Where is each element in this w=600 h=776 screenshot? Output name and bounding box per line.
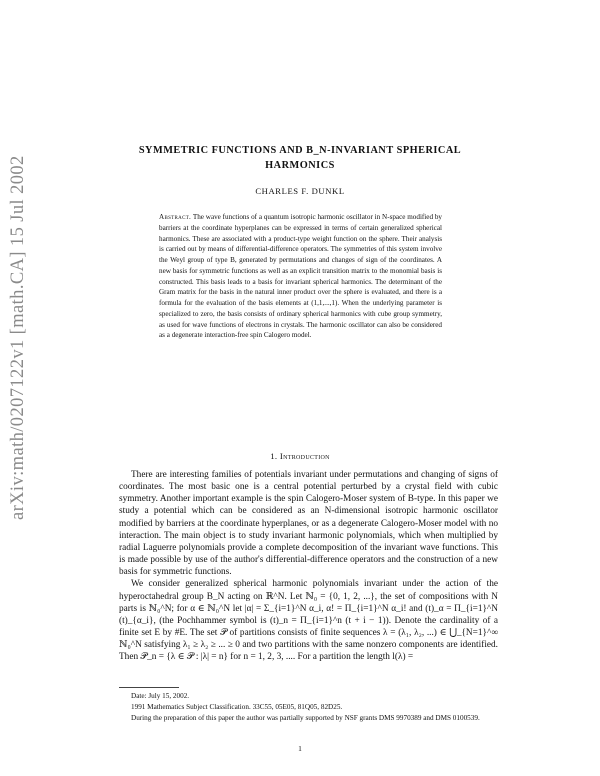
abstract bbox=[159, 212, 442, 341]
section-title: Introduction bbox=[279, 451, 330, 461]
abstract-label: Abstract. bbox=[159, 213, 192, 221]
paper-title-line-1: SYMMETRIC FUNCTIONS AND B_N-INVARIANT SPHERICAL bbox=[138, 145, 462, 156]
paper-author: CHARLES F. DUNKL bbox=[255, 186, 345, 196]
footnotes bbox=[119, 691, 498, 724]
footnote-msc: 1991 Mathematics Subject Classification. 33C55, 05E05, 81Q05, 82D25. bbox=[131, 702, 343, 711]
body-paragraph-1: There are interesting families of potentials invariant under permutations and changing of signs of coordinates. The most basic one is a central potential perturbed by a crystal field with cubic symmetry. Another important example is the spin Calogero-Moser system of B-type. In this paper we study a potential which can be considered as an N-dimensional isotropic harmonic oscillator modified by barriers at the coordinate hyperplanes, or as a degenerate Calogero-Moser model with no interaction. The main object is to study invariant harmonic polynomials, which when multiplied by radial Laguerre polynomials provide a complete decomposition of the invariant wave functions. This is made possible by use of the author's differential-difference operators and the construction of a new basis for symmetric functions. bbox=[119, 470, 498, 578]
section-number: 1. bbox=[270, 451, 278, 461]
paper-title bbox=[100, 143, 500, 173]
body-paragraph-2: We consider generalized spherical harmonic polynomials invariant under the action of the hyperoctahedral group B_N acting on ℝ^N. Let ℕ₀ = {0, 1, 2, ...}, the set of compositions with N parts is ℕ₀^N; for α ∈ ℕ₀^N let |α| = Σ_{i=1}^N α_i, α! = Π_{i=1}^N α_i! and (t)_α = Π_{i=1}^N (t)_{α_i}, (the Pochhammer symbol is (t)_n = Π_{i=1}^n (t + i − 1)). Denote the cardinality of a finite set E by #E. The set 𝒫 of partitions consists of finite sequences λ = (λ₁, λ₂, ...) ∈ ⋃_{N=1}^∞ ℕ₀^N satisfying λ₁ ≥ λ₂ ≥ ... ≥ 0 and two partitions with the same nonzero components are identified. Then 𝒫_n = {λ ∈ 𝒫 : |λ| = n} for n = 1, 2, 3, .... For a partition the length l(λ) = bbox=[119, 579, 498, 663]
section-heading bbox=[100, 451, 500, 461]
footnote-rule bbox=[119, 687, 179, 688]
footnote-grant: During the preparation of this paper the author was partially supported by NSF grants DMS 9970389 and DMS 0100539. bbox=[131, 713, 480, 722]
arxiv-identifier: arXiv:math/0207122v1 [math.CA] 15 Jul 2002 bbox=[8, 155, 28, 520]
abstract-text: The wave functions of a quantum isotropic harmonic oscillator in N-space modified by barriers at the coordinate hyperplanes can be expressed in terms of certain generalized spherical harmonics. These are associated with a product-type weight function on the sphere. Their analysis is carried out by means of differential-difference operators. The symmetries of this system involve the Weyl group of type B, generated by permutations and changes of sign of the coordinates. A new basis for symmetric functions as well as an explicit transition matrix to the monomial basis is constructed. This basis leads to a basis for invariant spherical harmonics. The determinant of the Gram matrix for the basis in the natural inner product over the sphere is evaluated, and there is a formula for the evaluation of the basis elements at (1,1,...,1). When the underlying parameter is specialized to zero, the basis consists of ordinary spherical harmonics with cube group symmetry, as used for wave functions of electrons in crystals. The harmonic oscillator can also be considered as a degenerate interaction-free spin Calogero model. bbox=[159, 213, 442, 340]
footnote-date: Date: July 15, 2002. bbox=[131, 692, 190, 700]
page-number: 1 bbox=[298, 744, 302, 753]
body-text bbox=[119, 469, 498, 664]
paper-title-line-2: HARMONICS bbox=[265, 160, 335, 171]
